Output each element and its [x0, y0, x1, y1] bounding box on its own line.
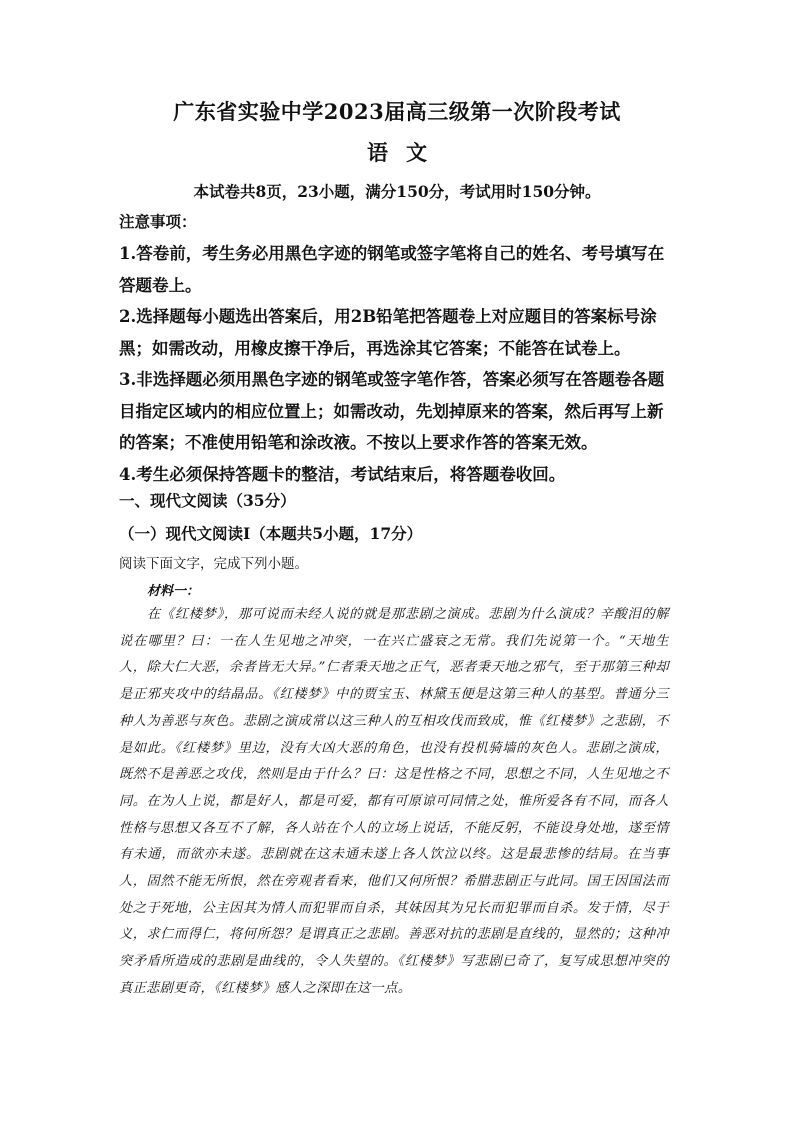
- notices-heading: 注意事项：: [119, 212, 197, 231]
- notice-item: 4.考生必须保持答题卡的整洁，考试结束后，将答题卷收回。: [119, 464, 566, 484]
- notices-list: [119, 238, 677, 490]
- subject-heading: 语文: [367, 140, 445, 165]
- reading-instruction: 阅读下面文字，完成下列小题。: [119, 556, 308, 572]
- material-passage: 在《红楼梦》，那可说而未经人说的就是那悲剧之演成。悲剧为什么演成？辛酸泪的解说在哪里？曰：一在人生见地之冲突，一在兴亡盛衰之无常。我们先说第一个。“天地生人，除大仁大恶，余者皆无大异。”仁者秉天地之正气，恶者秉天地之邪气，至于那第三种却是正邪夹攻中的结晶品。《红楼梦》中的贾宝玉、林黛玉便是这第三种人的基型。普通分三种人为善恶与灰色。悲剧之演成常以这三种人的互相攻伐而致成，惟《红楼梦》之悲剧，不是如此。《红楼梦》里边，没有大凶大恶的角色，也没有投机骑墙的灰色人。悲剧之演成，既然不是善恶之攻伐，然则是由于什么？曰：这是性格之不同，思想之不同，人生见地之不同。在为人上说，都是好人，都是可爱，都有可原谅可同情之处，惟所爱各有不同，而各人性格与思想又各互不了解，各人站在个人的立场上说话，不能反躬，不能设身处地，遂至情有未通，而欲亦未遂。悲剧就在这未通未遂上各人饮泣以终。这是最悲惨的结局。在当事人，固然不能无所恨，然在旁观者看来，他们又何所恨？希腊悲剧正与此同。国王因国法而处之于死地，公主因其为情人而犯罪而自杀，其妹因其为兄长而犯罪而自杀。发于情，尽于义，求仁而得仁，将何所怨？是谓真正之悲剧。善恶对抗的悲剧是直线的，显然的；这种冲突矛盾所造成的悲剧是曲线的，令人失望的。《红楼梦》写悲剧已奇了，复写成思想冲突的真正悲剧更奇，《红楼梦》感人之深即在这一点。: [119, 607, 669, 996]
- section-heading: 一、现代文阅读（35分）: [119, 491, 296, 510]
- subsection-heading: （一）现代文阅读Ⅰ（本题共5小题，17分）: [119, 524, 423, 543]
- exam-summary: 本试卷共8页，23小题，满分150分，考试用时150分钟。: [193, 182, 601, 201]
- exam-title: 广东省实验中学2023届高三级第一次阶段考试: [173, 99, 621, 124]
- notice-item: 1.答卷前，考生务必用黑色字迹的钢笔或签字笔将自己的姓名、考号填写在答题卷上。: [119, 244, 665, 295]
- material-label: 材料一：: [147, 584, 200, 599]
- notice-item: 2.选择题每小题选出答案后，用2B铅笔把答题卷上对应题目的答案标号涂黑；如需改动，用橡皮擦干净后，再选涂其它答案；不能答在试卷上。: [119, 307, 657, 358]
- notice-item: 3.非选择题必须用黑色字迹的钢笔或签字笔作答，答案必须写在答题卷各题目指定区域内的相应位置上；如需改动，先划掉原来的答案，然后再写上新的答案；不准使用铅笔和涂改液。不按以上要求作答的答案无效。: [119, 370, 665, 452]
